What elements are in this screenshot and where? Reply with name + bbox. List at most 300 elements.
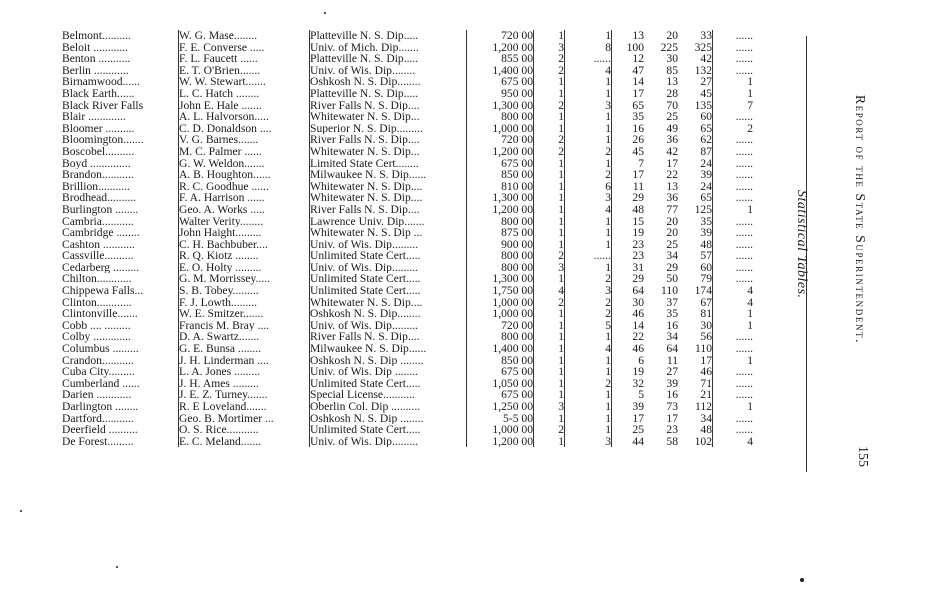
cell-c2: 1 [565, 331, 612, 343]
cell-salary: 675 00 [467, 158, 534, 170]
cell-town: Clintonville....... [62, 308, 138, 320]
table-row [62, 76, 753, 88]
cell-salary: 720 00 [467, 134, 534, 146]
cell-c5: 48 [700, 424, 712, 436]
cell-cert: Unlimited State Cert..... [310, 285, 467, 297]
cell-c4: 20 [666, 227, 678, 239]
cell-c4: 42 [666, 145, 678, 158]
cell-town: Black Earth...... [62, 87, 135, 100]
cell-c5: 39 [700, 227, 712, 239]
cell-cert: Oshkosh N. S. Dip........ [310, 76, 467, 88]
cell-town: Blair ............. [62, 111, 126, 123]
cell-c5: 39 [700, 169, 712, 181]
cell-town: Cobb .... ......... [62, 319, 131, 332]
table-row [62, 355, 753, 367]
cell-cert: Whitewater N. S. Dip ... [310, 227, 467, 239]
table-row [62, 204, 753, 216]
cell-c6: ...... [713, 181, 754, 193]
table-row [62, 378, 753, 390]
cell-c5: 62 [700, 134, 712, 146]
table-row [62, 413, 753, 425]
cell-c3: 22 [612, 331, 645, 343]
cell-cert: Lawrence Univ. Dip....... [310, 216, 467, 228]
cell-salary: 800 00 [467, 250, 534, 262]
section-title: Statistical Tables. [794, 190, 809, 299]
cell-c4: 70 [666, 99, 678, 112]
cell-cert: Unlimited State Cert..... [310, 250, 467, 262]
cell-salary: 1,200 00 [467, 436, 534, 448]
cell-c1: 2 [534, 297, 565, 309]
cell-c4: 49 [666, 122, 678, 135]
cell-c1: 1 [534, 204, 565, 216]
cell-salary: 1,300 00 [467, 192, 534, 204]
cell-cert: Platteville N. S. Dip..... [310, 88, 467, 100]
cell-town: Benton ........... [62, 53, 131, 65]
table-row [62, 227, 753, 239]
cell-c1: 1 [534, 169, 565, 181]
cell-c4: 22 [666, 169, 678, 181]
cell-c2: 1 [565, 262, 612, 274]
cell-c5: 60 [700, 261, 712, 274]
cell-name: J. H. Ames ......... [179, 378, 310, 390]
cell-salary: 800 00 [467, 111, 534, 123]
cell-c5: 81 [700, 308, 712, 320]
cell-c6: ...... [713, 273, 754, 285]
cell-cert: Univ. of Wis. Dip......... [310, 320, 467, 332]
cell-c2: 2 [565, 273, 612, 285]
cell-name: E. C. Meland....... [179, 436, 310, 448]
cell-salary: 800 00 [467, 331, 534, 343]
cell-c5: 60 [700, 111, 712, 123]
cell-c3: 23 [612, 250, 645, 262]
cell-c3: 29 [612, 273, 645, 285]
cell-c5: 30 [700, 319, 712, 332]
cell-c4: 16 [666, 389, 678, 401]
cell-c3: 31 [612, 262, 645, 274]
cell-c3: 5 [612, 389, 645, 401]
cell-c4: 73 [666, 401, 678, 413]
cell-c6: ...... [713, 239, 754, 251]
cell-town: Darlington ........ [62, 401, 139, 413]
cell-salary: 1,750 00 [467, 285, 534, 297]
cell-c2: 1 [565, 111, 612, 123]
cell-c5: 67 [700, 296, 712, 309]
cell-c6: 1 [713, 401, 754, 413]
cell-salary: 1,400 00 [467, 65, 534, 77]
cell-c6: ...... [713, 216, 754, 228]
cell-c3: 13 [612, 30, 645, 42]
cell-c2: 1 [565, 401, 612, 413]
cell-c5: 57 [700, 250, 712, 262]
cell-c3: 25 [612, 424, 645, 436]
cell-c2: 1 [565, 239, 612, 251]
cell-c1: 1 [534, 343, 565, 355]
cell-town: Bloomington....... [62, 134, 144, 146]
cell-c5: 65 [700, 192, 712, 204]
cell-c3: 17 [612, 169, 645, 181]
cell-town: Darien ............ [62, 389, 132, 401]
cell-town: Cassville.......... [62, 250, 134, 262]
cell-c6: ...... [713, 424, 754, 436]
cell-town: Cashton ........... [62, 238, 135, 251]
cell-c1: 1 [534, 389, 565, 401]
cell-town: Burlington ........ [62, 203, 139, 216]
cell-c4: 13 [666, 76, 678, 88]
cell-cert: Univ. of Wis. Dip......... [310, 262, 467, 274]
cell-c6: 2 [713, 123, 754, 135]
cell-name: A. L. Halvorson..... [179, 111, 310, 123]
cell-c4: 64 [666, 343, 678, 355]
cell-c4: 39 [666, 377, 678, 390]
cell-salary: 1,000 00 [467, 123, 534, 135]
cell-c2: 2 [565, 378, 612, 390]
cell-name: W. W. Stewart....... [179, 76, 310, 88]
cell-cert: Univ. of Wis. Dip......... [310, 436, 467, 448]
cell-c1: 1 [534, 216, 565, 228]
cell-c2: 1 [565, 216, 612, 228]
cell-c3: 23 [612, 239, 645, 251]
cell-c3: 46 [612, 343, 645, 355]
cell-c3: 16 [612, 123, 645, 135]
cell-c4: 25 [666, 111, 678, 123]
cell-c4: 36 [666, 134, 678, 146]
cell-salary: 720 00 [467, 320, 534, 332]
cell-c5: 45 [700, 87, 712, 100]
cell-c2: 1 [565, 389, 612, 401]
cell-salary: 675 00 [467, 76, 534, 88]
cell-c6: ...... [713, 378, 754, 390]
cell-salary: 1,300 00 [467, 100, 534, 112]
cell-c5: 42 [700, 53, 712, 65]
cell-c2: 1 [565, 413, 612, 425]
cell-c3: 14 [612, 320, 645, 332]
cell-c3: 29 [612, 192, 645, 204]
table-row [62, 343, 753, 355]
cell-c5: 65 [700, 122, 712, 135]
cell-name: G. W. Weldon....... [179, 158, 310, 170]
cell-c5: 79 [700, 273, 712, 286]
cell-name: F. J. Lowth......... [179, 297, 310, 309]
ink-speck [20, 510, 22, 512]
cell-c1: 1 [534, 227, 565, 239]
cell-name: S. B. Tobey......... [179, 285, 310, 297]
table-row [62, 53, 753, 65]
cell-c5: 34 [700, 412, 712, 425]
cell-name: John E. Hale ....... [179, 100, 310, 112]
cell-town: Boscobel.......... [62, 145, 135, 158]
cell-c4: 27 [666, 366, 678, 378]
cell-c2: 3 [565, 436, 612, 448]
cell-c5: 135 [694, 99, 712, 112]
cell-c5: 174 [694, 285, 712, 297]
cell-c2: 1 [565, 158, 612, 170]
cell-c1: 2 [534, 146, 565, 158]
cell-c1: 1 [534, 273, 565, 285]
cell-name: W. E. Smitzer....... [179, 308, 310, 320]
cell-c1: 1 [534, 436, 565, 448]
cell-salary: 800 00 [467, 216, 534, 228]
cell-c6: ...... [713, 169, 754, 181]
cell-c3: 7 [612, 158, 645, 170]
cell-c5: 112 [695, 401, 712, 413]
cell-c2: 1 [565, 366, 612, 378]
cell-cert: Whitewater N. S. Dip.... [310, 192, 467, 204]
cell-c2: 4 [565, 65, 612, 77]
cell-c1: 2 [534, 53, 565, 65]
cell-c4: 17 [666, 412, 678, 425]
cell-town: Birnamwood...... [62, 76, 140, 88]
cell-name: R. C. Goodhue ...... [179, 181, 310, 193]
cell-c5: 24 [700, 180, 712, 193]
cell-cert: River Falls N. S. Dip.... [310, 204, 467, 216]
table-row [62, 401, 753, 413]
cell-c2: 2 [565, 146, 612, 158]
cell-c6: ...... [713, 30, 754, 42]
cell-c2: 2 [565, 297, 612, 309]
cell-c6: ...... [713, 146, 754, 158]
cell-c1: 1 [534, 158, 565, 170]
cell-c6: ...... [713, 53, 754, 65]
cell-name: F. L. Faucett ...... [179, 53, 310, 65]
cell-c5: 71 [700, 377, 712, 390]
cell-c3: 6 [612, 355, 645, 367]
cell-cert: River Falls N. S. Dip.... [310, 134, 467, 146]
cell-c3: 39 [612, 401, 645, 413]
cell-c1: 1 [534, 378, 565, 390]
cell-c3: 14 [612, 76, 645, 88]
cell-salary: 675 00 [467, 389, 534, 401]
cell-c5: 33 [700, 30, 712, 42]
cell-town: Columbus ......... [62, 343, 139, 355]
cell-c6: ...... [713, 413, 754, 425]
cell-cert: Oshkosh N. S. Dip........ [310, 308, 467, 320]
cell-c3: 26 [612, 134, 645, 146]
cell-c1: 2 [534, 134, 565, 146]
cell-name: Francis M. Bray .... [179, 320, 310, 332]
cell-c6: ...... [713, 250, 754, 262]
cell-cert: Unlimited State Cert..... [310, 273, 467, 285]
cell-c6: ...... [713, 389, 754, 401]
cell-c5: 125 [694, 203, 712, 216]
cell-c2: 8 [565, 42, 612, 54]
cell-c2: ...... [565, 250, 612, 262]
cell-c3: 19 [612, 366, 645, 378]
cell-town: Black River Falls [62, 99, 144, 112]
cell-c6: ...... [713, 262, 754, 274]
cell-c1: 1 [534, 76, 565, 88]
cell-c3: 64 [612, 285, 645, 297]
cell-salary: 1,250 00 [467, 401, 534, 413]
cell-c4: 16 [666, 319, 678, 332]
cell-c1: 1 [534, 111, 565, 123]
cell-c5: 48 [700, 238, 712, 251]
cell-c4: 13 [666, 180, 678, 193]
table-row [62, 42, 753, 54]
cell-town: Dartford........... [62, 412, 134, 425]
cell-c4: 225 [660, 41, 678, 54]
ink-speck [116, 566, 118, 568]
cell-c2: 1 [565, 227, 612, 239]
table-row [62, 262, 753, 274]
cell-salary: 1,000 00 [467, 424, 534, 436]
table-body [62, 30, 753, 447]
cell-salary: 1,400 00 [467, 343, 534, 355]
cell-c6: ...... [713, 158, 754, 170]
cell-c2: 4 [565, 343, 612, 355]
cell-salary: 675 00 [467, 366, 534, 378]
cell-salary: 1,200 00 [467, 42, 534, 54]
cell-c3: 45 [612, 146, 645, 158]
cell-c3: 46 [612, 308, 645, 320]
cell-salary: 850 00 [467, 169, 534, 181]
cell-c1: 4 [534, 285, 565, 297]
cell-town: Beloit ............ [62, 41, 129, 54]
cell-cert: Platteville N. S. Dip..... [310, 30, 467, 42]
cell-c4: 85 [666, 64, 678, 77]
cell-c6: ...... [713, 343, 754, 355]
cell-cert: Whitewater N. S. Dip... [310, 146, 467, 158]
table-row [62, 331, 753, 343]
cell-town: Bloomer .......... [62, 122, 135, 135]
cell-name: Geo. A. Works ..... [179, 204, 310, 216]
cell-cert: Oshkosh N. S. Dip ........ [310, 413, 467, 425]
running-head: Report of the State Superintendent. [853, 95, 868, 345]
cell-c3: 100 [612, 42, 645, 54]
cell-c3: 30 [612, 297, 645, 309]
cell-c6: ...... [713, 111, 754, 123]
table-row [62, 308, 753, 320]
cell-c4: 34 [666, 331, 678, 344]
cell-c2: 1 [565, 76, 612, 88]
cell-c6: ...... [713, 331, 754, 343]
cell-c2: 1 [565, 424, 612, 436]
cell-c4: 36 [666, 192, 678, 204]
cell-c1: 1 [534, 413, 565, 425]
cell-cert: Limited State Cert........ [310, 158, 467, 170]
cell-c4: 37 [666, 296, 678, 309]
cell-c5: 27 [700, 76, 712, 88]
cell-name: L. C. Hatch ........ [179, 88, 310, 100]
cell-c1: 1 [534, 331, 565, 343]
cell-c5: 102 [694, 435, 712, 448]
cell-c4: 110 [661, 285, 678, 297]
cell-c4: 11 [666, 354, 678, 367]
cell-c1: 1 [534, 192, 565, 204]
cell-c4: 34 [666, 250, 678, 262]
cell-c1: 3 [534, 262, 565, 274]
cell-salary: 1,300 00 [467, 273, 534, 285]
cell-salary: 1,200 00 [467, 146, 534, 158]
cell-c3: 11 [612, 181, 645, 193]
cell-c2: 4 [565, 204, 612, 216]
cell-c1: 3 [534, 401, 565, 413]
cell-c2: 3 [565, 192, 612, 204]
cell-c6: 4 [713, 436, 754, 448]
cell-salary: 1,050 00 [467, 378, 534, 390]
cell-name: Geo. B. Mortimer ... [179, 413, 310, 425]
cell-town: Cuba City......... [62, 366, 135, 378]
cell-name: F. E. Converse ..... [179, 42, 310, 54]
cell-c4: 20 [666, 215, 678, 228]
cell-c1: 1 [534, 366, 565, 378]
cell-town: Crandon........... [62, 354, 134, 367]
cell-town: Belmont.......... [62, 30, 131, 42]
cell-c3: 47 [612, 65, 645, 77]
cell-c4: 77 [666, 203, 678, 216]
cell-c4: 30 [666, 53, 678, 65]
statistical-table [62, 30, 753, 447]
cell-c3: 35 [612, 111, 645, 123]
cell-c1: 1 [534, 320, 565, 332]
cell-cert: Univ. of Wis. Dip......... [310, 239, 467, 251]
cell-c2: 1 [565, 123, 612, 135]
table-row [62, 216, 753, 228]
table-row [62, 297, 753, 309]
cell-salary: 5-5 00 [467, 413, 534, 425]
cell-c1: 2 [534, 65, 565, 77]
cell-c3: 19 [612, 227, 645, 239]
cell-salary: 850 00 [467, 355, 534, 367]
table-row [62, 389, 753, 401]
cell-c4: 17 [666, 157, 678, 170]
cell-name: A. B. Houghton...... [179, 169, 310, 181]
cell-c6: 4 [713, 285, 754, 297]
cell-c5: 17 [700, 354, 712, 367]
ink-speck [324, 12, 326, 14]
cell-c6: 1 [713, 320, 754, 332]
cell-c5: 87 [700, 145, 712, 158]
cell-c6: ...... [713, 192, 754, 204]
cell-c2: 2 [565, 169, 612, 181]
cell-town: Cedarberg ......... [62, 261, 140, 274]
cell-cert: Oberlin Col. Dip .......... [310, 401, 467, 413]
ink-speck [800, 578, 804, 582]
table-row [62, 181, 753, 193]
cell-cert: Platteville N. S. Dip..... [310, 53, 467, 65]
cell-cert: Whitewater N. S. Dip... [310, 111, 467, 123]
table-row [62, 366, 753, 378]
cell-c5: 21 [700, 389, 712, 401]
cell-c6: 1 [713, 204, 754, 216]
cell-c6: 1 [713, 88, 754, 100]
cell-c4: 20 [666, 30, 678, 42]
cell-c5: 325 [694, 41, 712, 54]
table-row [62, 320, 753, 332]
cell-cert: Unlimited State Cert..... [310, 424, 467, 436]
cell-c6: 4 [713, 297, 754, 309]
cell-c5: 132 [694, 64, 712, 77]
table-row [62, 285, 753, 297]
cell-c6: ...... [713, 227, 754, 239]
cell-c2: 1 [565, 355, 612, 367]
cell-town: Brillion........... [62, 180, 130, 193]
cell-c5: 46 [700, 366, 712, 378]
cell-c6: 1 [713, 76, 754, 88]
cell-c5: 110 [695, 343, 712, 355]
cell-c3: 12 [612, 53, 645, 65]
cell-c2: 1 [565, 30, 612, 42]
cell-cert: Unlimited State Cert..... [310, 378, 467, 390]
cell-c1: 2 [534, 100, 565, 112]
table-row [62, 111, 753, 123]
table-row [62, 158, 753, 170]
cell-c1: 2 [534, 250, 565, 262]
cell-cert: Univ. of Wis. Dip........ [310, 65, 467, 77]
cell-name: L. A. Jones ......... [179, 366, 310, 378]
cell-cert: Univ. of Wis. Dip ........ [310, 366, 467, 378]
cell-c2: 3 [565, 285, 612, 297]
cell-town: Boyd .............. [62, 157, 131, 170]
